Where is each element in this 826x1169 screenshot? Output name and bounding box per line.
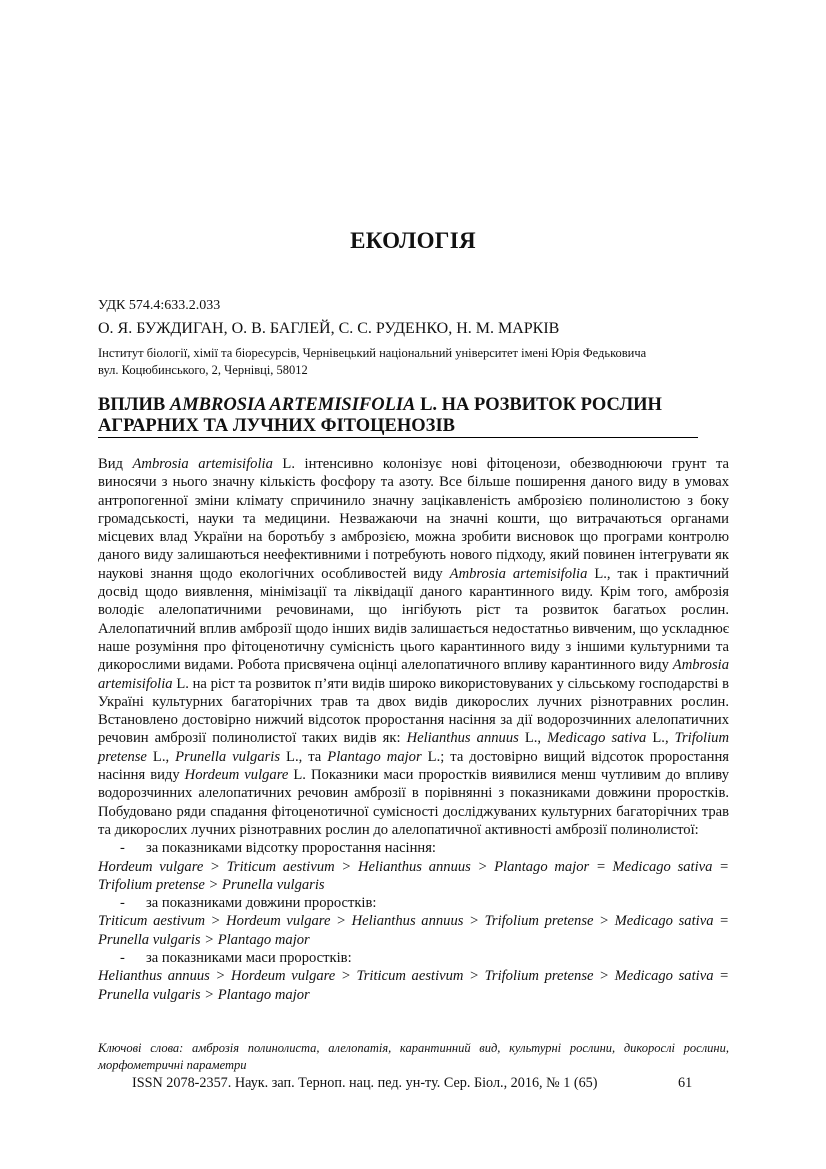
species-name: Medicago sativa [547,730,647,747]
text-run: L.; та достовірно вищий відсоток проростання насіння виду [98,748,729,784]
series-label-text: за показниками відсотку проростання насіння: [146,840,436,857]
text-run: L., так і практичний досвід щодо виявлення, мінімізації та ліквідації даного карантинного виду. Крім того, амброзія володіє алелопатичними речовинами, що інгібують ріст та розвиток багатьох рослин. Алелопатичний вплив амброзії щодо інших видів залишається недостатньо вивченим, що ускладнює наше розуміння про фітоценотичну сумісність цього карантинного виду з іншими культурними та дикорослими видами. Робота присвячена оцінці алелопатичного впливу карантинного виду [98,565,729,674]
text-run: L. на ріст та розвиток п’яти видів широко використовуваних у сільському господарстві в Україні культурних багаторічних трав та двох видів дикорослих лучних різнотравних рослин. Встановлено достовірно нижчий відсоток проростання насіння за дії водорозчинних алелопатичних речовин амброзії полинолистої таких видів як: [98,675,729,747]
title-part: ВПЛИВ [98,395,170,415]
text-run: L. Показники маси проростків виявилися менш чутливим до впливу водорозчинних алелопатичних речовин амброзії в порівнянні з показниками довжини проростків. Побудовано ряди спадання фітоценотичної сумісності досліджуваних культурних багаторічних трав та дикорослих лучних різнотравних рослин до алелопатичної активності амброзії полинолистої: [98,767,729,838]
text-run: L., [518,730,548,747]
article-title [98,395,738,438]
udk-code: УДК 574.4:633.2.033 [98,298,221,313]
list-dash: - [120,895,125,912]
series-label-text: за показниками довжини проростків: [146,895,377,912]
series-value [98,858,729,895]
article-title-line2 [98,416,738,438]
series-label [98,949,729,967]
series-label [98,839,729,857]
keywords: Ключові слова: амброзія полинолиста, алелопатія, карантинний вид, культурні рослини, дикорослі рослини, морфометричні параметри [98,1041,729,1072]
affiliation-address: вул. Коцюбинського, 2, Чернівці, 58012 [98,363,308,377]
series-value-text: Triticum aestivum > Hordeum vulgare > Helianthus annuus > Trifolium pretense > Medicago sativa = Prunella vulgaris > Plantago major [98,913,729,948]
list-dash: - [120,950,125,967]
text-run: L., та [280,748,328,765]
abstract-paragraph [98,455,729,839]
series-value-text: Hordeum vulgare > Triticum aestivum > Helianthus annuus > Plantago major = Medicago sativa = Trifolium pretense > Prunella vulgaris [98,858,729,893]
journal-footer: ISSN 2078-2357. Наук. зап. Терноп. нац. пед. ун-ту. Сер. Біол., 2016, № 1 (65) [132,1075,598,1091]
text-run: L., [646,730,675,747]
authors: О. Я. БУЖДИГАН, О. В. БАГЛЕЙ, С. С. РУДЕНКО, Н. М. МАРКІВ [98,320,560,337]
title-part: L. НА РОЗВИТОК РОСЛИН [415,395,662,415]
species-name: Trifolium pretense [98,730,729,765]
affiliation [98,345,738,379]
series-value-text: Helianthus annuus > Hordeum vulgare > Triticum aestivum > Trifolium pretense > Medicago sativa = Prunella vulgaris > Plantago major [98,968,729,1003]
species-name: Ambrosia artemisifolia [98,657,729,692]
series-label-text: за показниками маси проростків: [146,950,352,967]
species-name: Prunella vulgaris [175,748,281,765]
text-run: L., [146,748,176,765]
series-value [98,912,729,949]
article-title-line1 [98,395,738,416]
title-line2-text: АГРАРНИХ ТА ЛУЧНИХ ФІТОЦЕНОЗІВ [98,416,698,438]
text-run: Вид [98,456,133,472]
section-title: ЕКОЛОГІЯ [350,228,476,253]
species-name: Plantago major [327,748,422,765]
series-label [98,894,729,912]
species-name: Hordeum vulgare [184,767,289,784]
series-value [98,967,729,1004]
affiliation-institute: Інститут біології, хімії та біоресурсів, Чернівецький національний університет імені Юрія Федьковича [98,346,647,360]
list-dash: - [120,840,125,857]
abstract [98,455,729,1004]
species-name: Helianthus annuus [406,730,519,747]
species-name: Ambrosia artemisifolia [132,456,273,472]
species-name: Ambrosia artemisifolia [449,565,588,582]
page-number: 61 [678,1075,693,1091]
title-species: AMBROSIA ARTEMISIFOLIA [169,395,416,415]
text-run: L. інтенсивно колонізує нові фітоценози, обезводнюючи грунт та виносячи з нього значну кількість фосфору та азоту. Все більше поширення даного виду в умовах антропогенної зміни клімату спричинило значну зацікавленість амброзією полинолистою з боку громадськості, науки та медицини. Незважаючи на значні кошти, що витрачаються органами місцевих влад України на боротьбу з амброзією, можна зробити висновок що програми контролю даного виду залишаються неефективними і потребують нового підходу, який повинен інтегрувати як наукові знання щодо екологічних особливостей виду [98,456,729,582]
